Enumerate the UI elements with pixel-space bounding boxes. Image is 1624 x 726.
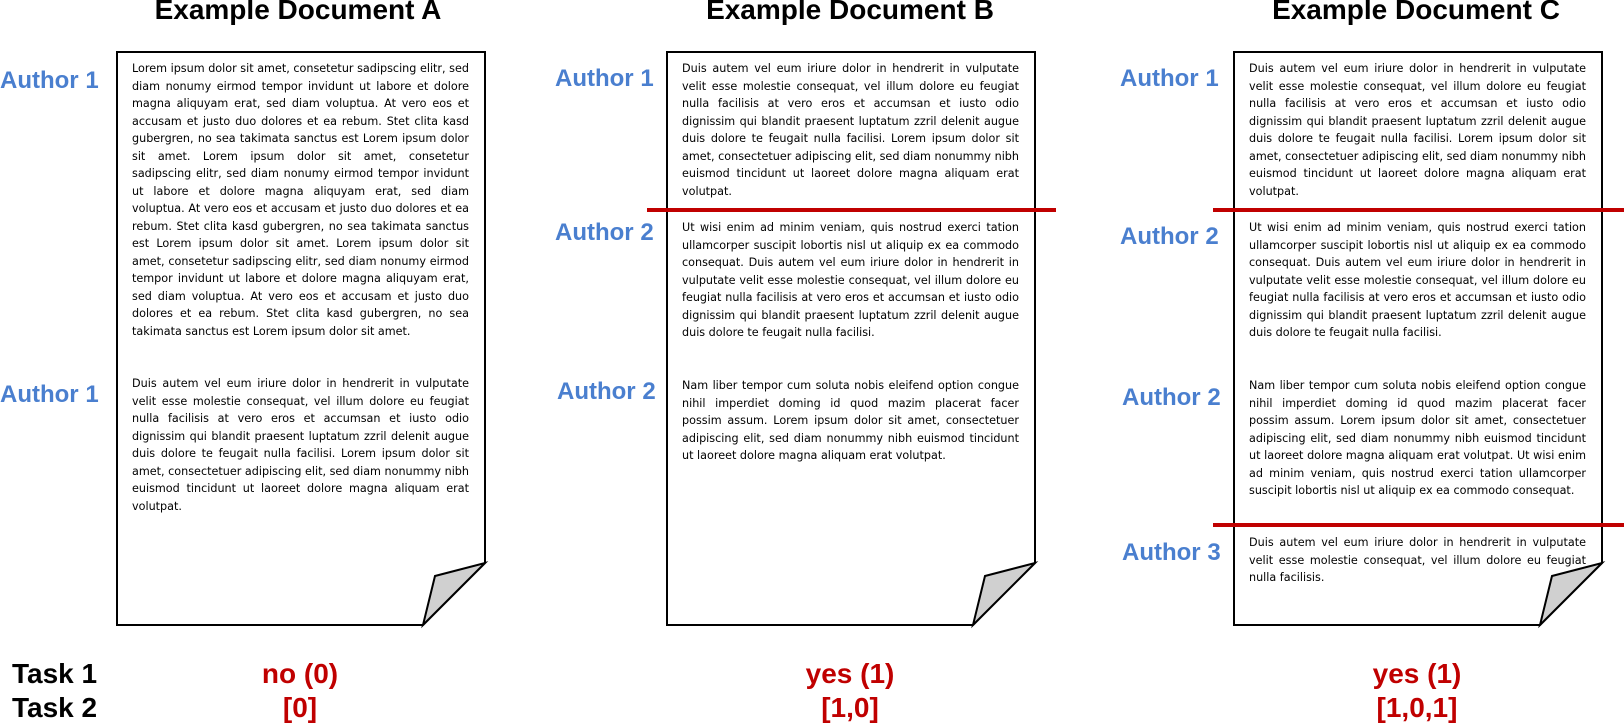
document-c-author-boundary — [1213, 208, 1624, 212]
document-a-paragraph-1: Lorem ipsum dolor sit amet, consetetur sadipscing elitr, sed diam nonumy eirmod tempor invidunt ut labore et dolore magna aliquyam erat, sed diam voluptua. At vero eos et accusam et justo duo dolores et ea rebum. Stet clita kasd gubergren, no sea takimata sanctus est Lorem ipsum dolor sit amet. Lorem ipsum dolor sit amet, consetetur sadipscing elitr, sed diam nonumy eirmod tempor invidunt ut labore et dolore magna aliquyam erat, sed diam voluptua. At vero eos et accusam et justo duo dolores et ea rebum. Stet clita kasd gubergren, no sea takimata sanctus est Lorem ipsum dolor sit amet. Lorem ipsum dolor sit amet, consetetur sadipscing elitr, sed diam nonumy eirmod tempor invidunt ut labore et dolore magna aliquyam erat, sed diam voluptua. At vero eos et accusam et justo duo dolores et ea rebum. Stet clita kasd gubergren, no sea takimata sanctus est Lorem ipsum dolor sit amet. — [132, 62, 469, 338]
document-b-author-label: Author 1 — [555, 65, 654, 92]
document-a-title: Example Document A — [154, 0, 442, 25]
document-c-title: Example Document C — [1272, 0, 1560, 25]
document-a-paragraph-2: Duis autem vel eum iriure dolor in hendrerit in vulputate velit esse molestie consequat, vel illum dolore eu feugiat nulla facilisis at vero eros et accumsan et iusto odio dignissim qui blandit praesent luptatum zzril delenit augue duis dolore te feugait nulla facilisi. Lorem ipsum dolor sit amet, consectetuer adipiscing elit, sed diam nonummy nibh euismod tincidunt ut laoreet dolore magna aliquam erat volutpat. — [132, 377, 469, 513]
document-a-author-label: Author 1 — [0, 381, 99, 408]
task-2-label: Task 2 — [12, 692, 98, 723]
document-b-paragraph-2: Ut wisi enim ad minim veniam, quis nostrud exerci tation ullamcorper suscipit lobortis nisl ut aliquip ex ea commodo consequat. Duis autem vel eum iriure dolor in hendrerit in vulputate velit esse molestie consequat, vel illum dolore eu feugiat nulla facilisis at vero eros et accumsan et iusto odio dignissim qui blandit praesent luptatum zzril delenit augue duis dolore te feugait nulla facilisi. — [682, 221, 1019, 339]
document-c-author-label: Author 3 — [1122, 539, 1221, 566]
document-b-title: Example Document B — [706, 0, 994, 25]
document-b-paragraph-1: Duis autem vel eum iriure dolor in hendrerit in vulputate velit esse molestie consequat, vel illum dolore eu feugiat nulla facilisis at vero eros et accumsan et iusto odio dignissim qui blandit praesent luptatum zzril delenit augue duis dolore te feugait nulla facilisi. Lorem ipsum dolor sit amet, consectetuer adipiscing elit, sed diam nonummy nibh euismod tincidunt ut laoreet dolore magna aliquam erat volutpat. — [682, 62, 1019, 198]
document-b-author-label: Author 2 — [555, 219, 654, 246]
document-c-paragraph-2: Ut wisi enim ad minim veniam, quis nostrud exerci tation ullamcorper suscipit lobortis nisl ut aliquip ex ea commodo consequat. Duis autem vel eum iriure dolor in hendrerit in vulputate velit esse molestie consequat, vel illum dolore eu feugiat nulla facilisis at vero eros et accumsan et iusto odio dignissim qui blandit praesent luptatum zzril delenit augue duis dolore te feugait nulla facilisi. — [1249, 221, 1586, 339]
document-a-task-2-result: [0] — [282, 692, 318, 723]
document-c-author-boundary — [1213, 523, 1624, 527]
document-b-task-2-result: [1,0] — [821, 692, 879, 723]
document-b-paragraph-3: Nam liber tempor cum soluta nobis eleifend option congue nihil imperdiet doming id quod mazim placerat facer possim assum. Lorem ipsum dolor sit amet, consectetuer adipiscing elit, sed diam nonummy nibh euismod tincidunt ut laoreet dolore magna aliquam erat volutpat. — [682, 379, 1019, 462]
task-1-label: Task 1 — [12, 658, 98, 689]
document-a-page — [117, 52, 483, 624]
document-c-author-label: Author 1 — [1120, 65, 1219, 92]
document-c-paragraph-4: Duis autem vel eum iriure dolor in hendrerit in vulputate velit esse molestie consequat, vel illum dolore eu feugiat nulla facilisis. — [1249, 536, 1586, 584]
document-c-task-1-result: yes (1) — [1372, 658, 1462, 689]
document-c-paragraph-1: Duis autem vel eum iriure dolor in hendrerit in vulputate velit esse molestie consequat, vel illum dolore eu feugiat nulla facilisis at vero eros et accumsan et iusto odio dignissim qui blandit praesent luptatum zzril delenit augue duis dolore te feugait nulla facilisi. Lorem ipsum dolor sit amet, consectetuer adipiscing elit, sed diam nonummy nibh euismod tincidunt ut laoreet dolore magna aliquam erat volutpat. — [1249, 62, 1586, 198]
document-c-paragraph-3: Nam liber tempor cum soluta nobis eleifend option congue nihil imperdiet doming id quod mazim placerat facer possim assum. Lorem ipsum dolor sit amet, consectetuer adipiscing elit, sed diam nonummy nibh euismod tincidunt ut laoreet dolore magna aliquam erat volutpat. Ut wisi enim ad minim veniam, quis nostrud exerci tation ullamcorper suscipit lobortis nisl ut aliquip ex ea commodo consequat. — [1249, 379, 1586, 497]
document-b-task-1-result: yes (1) — [805, 658, 895, 689]
document-a-task-1-result: no (0) — [261, 658, 339, 689]
document-b-page — [667, 52, 1033, 624]
document-c-task-2-result: [1,0,1] — [1376, 692, 1458, 723]
document-a-author-label: Author 1 — [0, 67, 99, 94]
document-c-author-label: Author 2 — [1122, 384, 1221, 411]
document-c-author-label: Author 2 — [1120, 223, 1219, 250]
document-b-author-boundary — [647, 208, 1056, 212]
document-b-author-label: Author 2 — [557, 378, 656, 405]
document-c-page — [1234, 52, 1600, 624]
